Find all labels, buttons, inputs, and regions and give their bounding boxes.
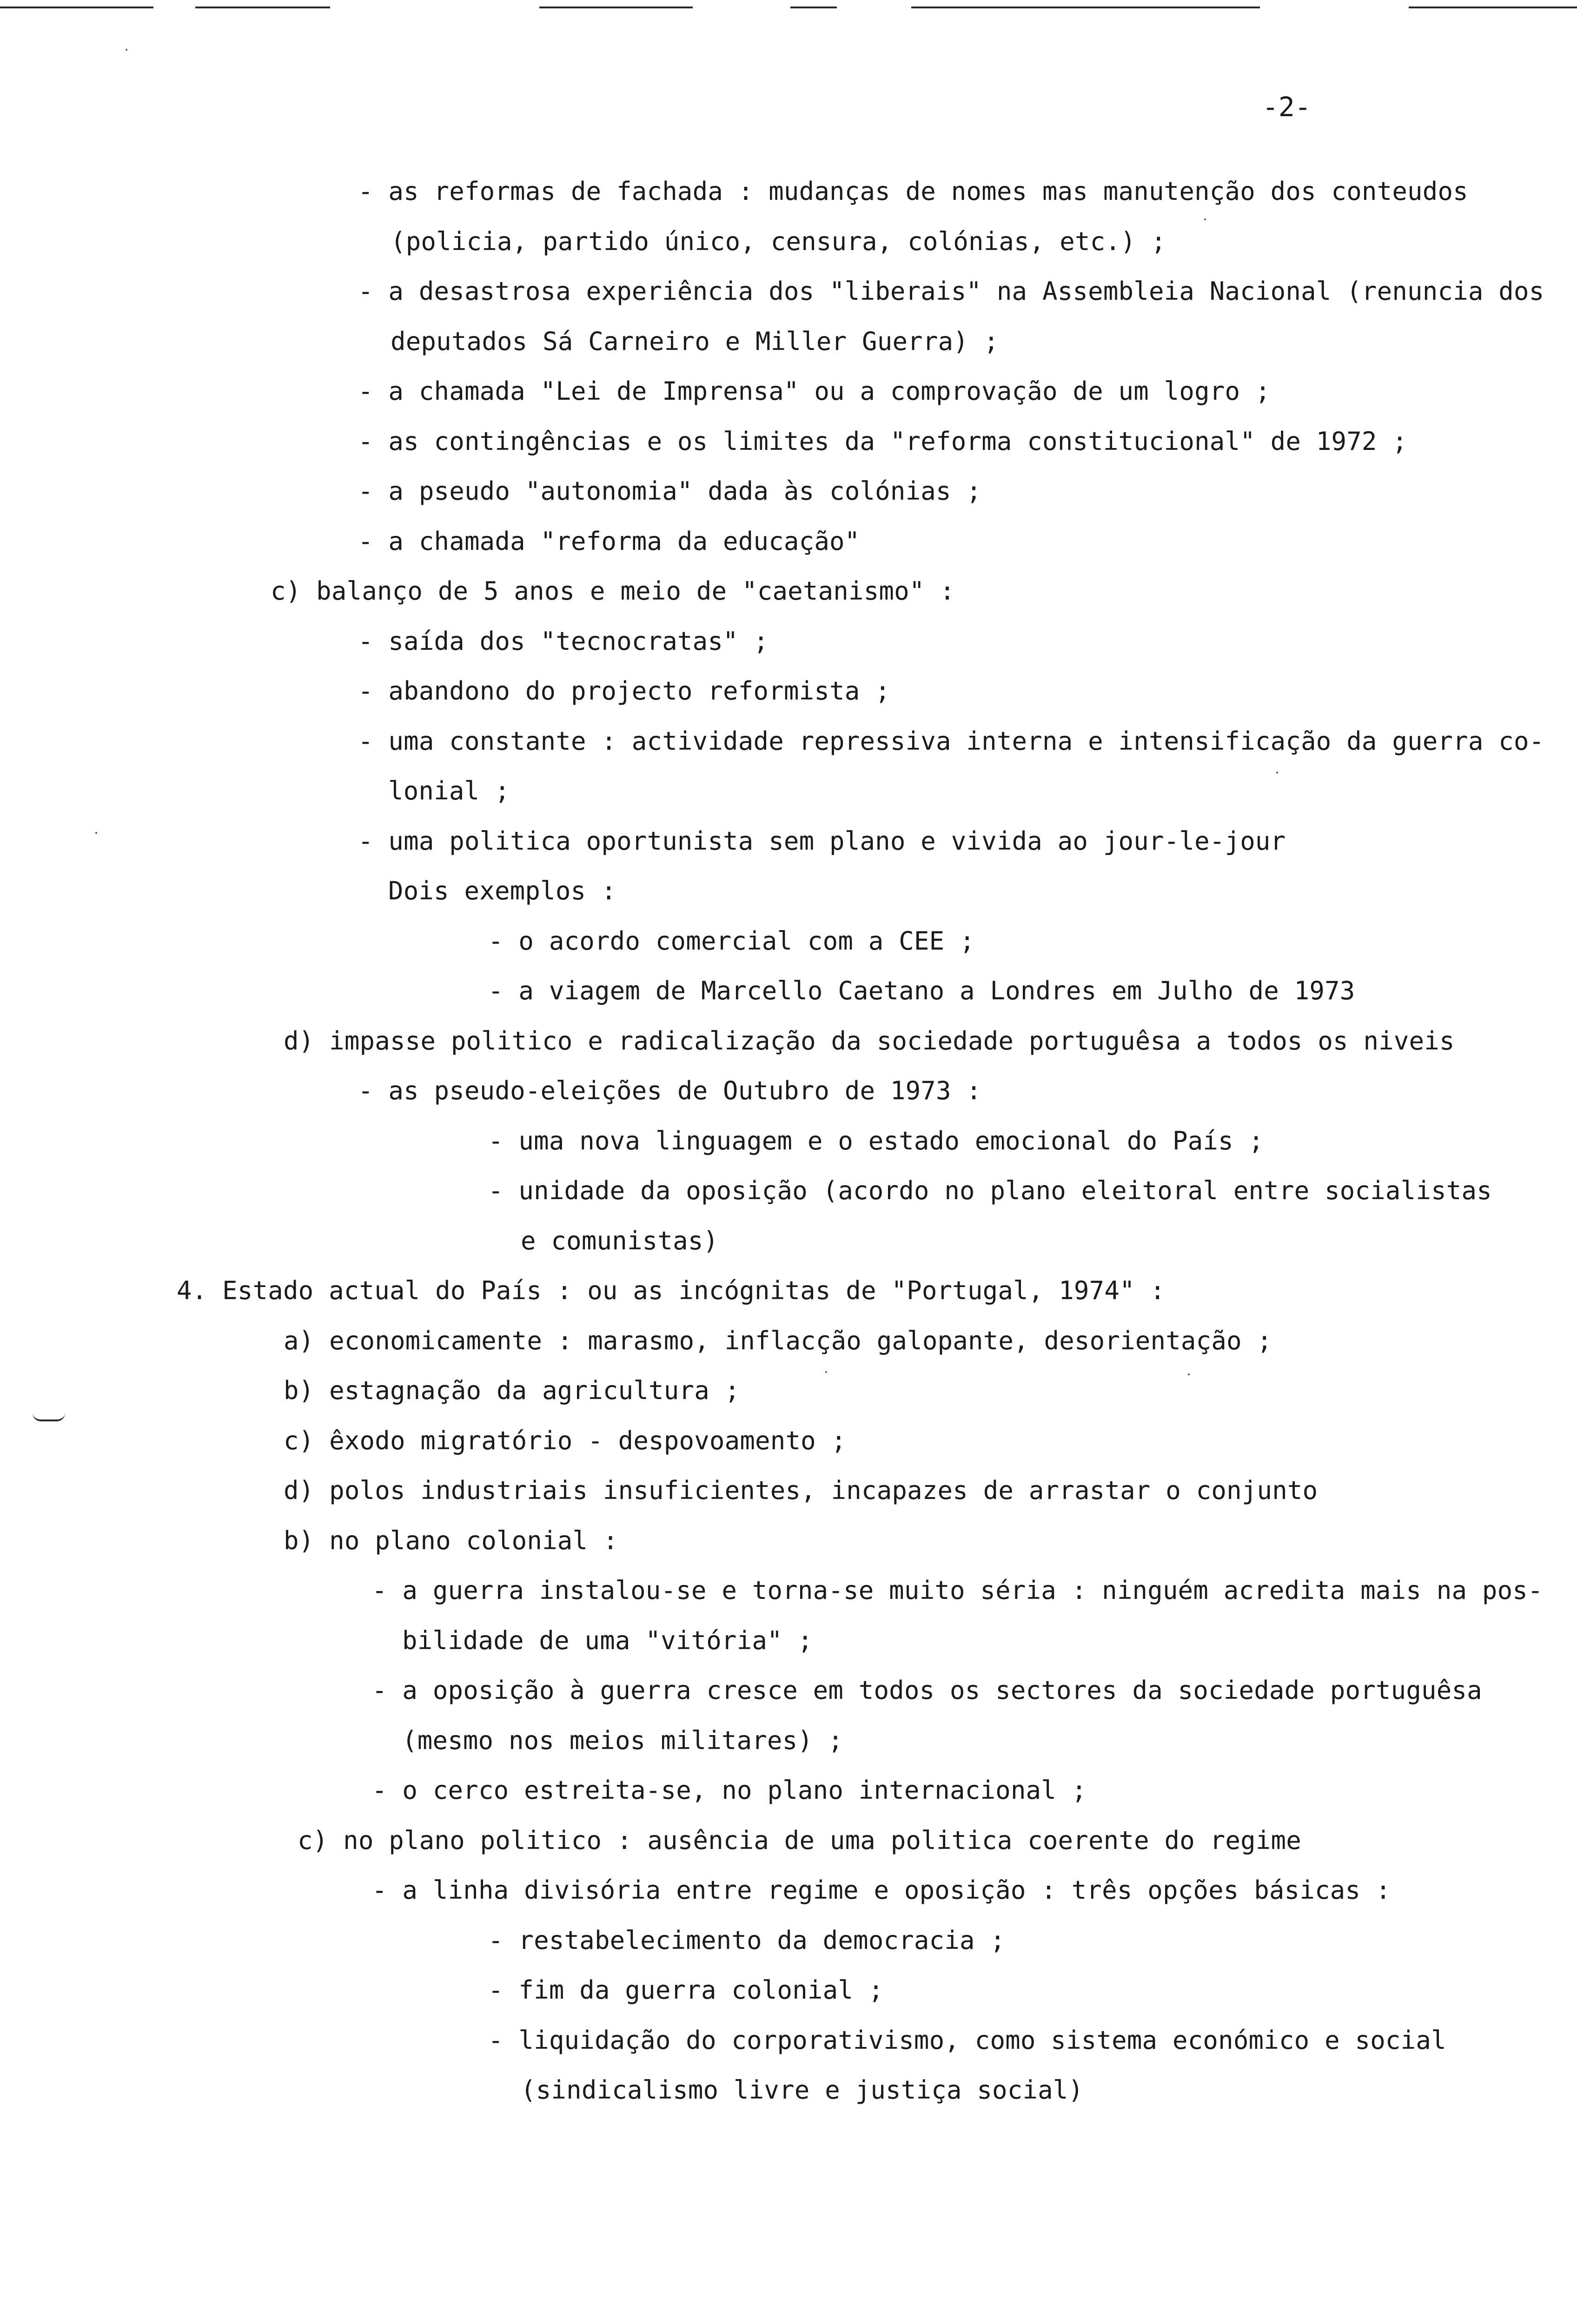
page-number: -2- [1262, 91, 1311, 123]
text-line: (policia, partido único, censura, colónias, etc.) ; [391, 227, 1166, 256]
top-rule [539, 7, 693, 8]
margin-mark [33, 1413, 65, 1421]
text-line: c) balanço de 5 anos e meio de "caetanismo" : [271, 576, 955, 606]
text-line: - a viagem de Marcello Caetano a Londres em Julho de 1973 [488, 976, 1355, 1005]
scan-speck [95, 832, 97, 834]
text-line: - a chamada "Lei de Imprensa" ou a comprovação de um logro ; [358, 376, 1271, 406]
text-line: a) economicamente : marasmo, inflacção galopante, desorientação ; [284, 1326, 1272, 1355]
top-rule [790, 7, 837, 8]
text-line: - uma constante : actividade repressiva interna e intensificação da guerra co- [358, 726, 1544, 756]
text-line: - uma politica oportunista sem plano e vivida ao jour-le-jour [358, 826, 1286, 856]
text-line: - a oposição à guerra cresce em todos os sectores da sociedade portuguêsa [372, 1676, 1482, 1705]
text-line: - abandono do projecto reformista ; [358, 676, 890, 706]
text-line: d) impasse politico e radicalização da sociedade portuguêsa a todos os niveis [284, 1026, 1455, 1056]
text-line: - a guerra instalou-se e torna-se muito séria : ninguém acredita mais na pos- [372, 1576, 1543, 1605]
top-rule [195, 7, 330, 8]
text-line: c) êxodo migratório - despovoamento ; [284, 1426, 847, 1455]
text-line: c) no plano politico : ausência de uma politica coerente do regime [298, 1826, 1301, 1855]
scan-speck [825, 1371, 827, 1373]
text-line: - as contingências e os limites da "reforma constitucional" de 1972 ; [358, 427, 1408, 456]
text-line: - o acordo comercial com a CEE ; [488, 926, 975, 956]
text-line: - uma nova linguagem e o estado emocional do País ; [488, 1126, 1264, 1155]
top-rule [1409, 7, 1577, 8]
top-rule [911, 7, 1260, 8]
text-line: e comunistas) [521, 1226, 719, 1255]
text-line: - as pseudo-eleições de Outubro de 1973 : [358, 1076, 982, 1105]
text-line: - fim da guerra colonial ; [488, 1975, 884, 2005]
scan-speck [1204, 218, 1206, 220]
text-line: - as reformas de fachada : mudanças de nomes mas manutenção dos conteudos [358, 177, 1468, 206]
text-line: - a desastrosa experiência dos "liberais" na Assembleia Nacional (renuncia dos [358, 277, 1544, 306]
text-line: bilidade de uma "vitória" ; [402, 1626, 813, 1655]
text-line: deputados Sá Carneiro e Miller Guerra) ; [391, 327, 999, 356]
text-line: - restabelecimento da democracia ; [488, 1926, 1006, 1955]
text-line: - a chamada "reforma da educação" [358, 527, 860, 556]
scan-speck [126, 49, 127, 51]
text-line: - a pseudo "autonomia" dada às colónias ; [358, 476, 982, 506]
text-line: lonial ; [388, 776, 510, 805]
text-line: (sindicalismo livre e justiça social) [521, 2075, 1084, 2105]
text-line: - unidade da oposição (acordo no plano eleitoral entre socialistas [488, 1176, 1492, 1205]
text-line: - a linha divisória entre regime e oposição : três opções básicas : [372, 1875, 1391, 1905]
text-line: (mesmo nos meios militares) ; [402, 1726, 843, 1755]
text-line: - o cerco estreita-se, no plano internacional ; [372, 1776, 1087, 1805]
text-line: Dois exemplos : [388, 876, 616, 905]
text-line: b) no plano colonial : [284, 1526, 618, 1555]
text-line: b) estagnação da agricultura ; [284, 1376, 740, 1405]
scan-speck [1188, 1373, 1190, 1375]
text-line: 4. Estado actual do País : ou as incógnitas de "Portugal, 1974" : [177, 1276, 1166, 1305]
text-line: - saída dos "tecnocratas" ; [358, 627, 769, 656]
top-rule [0, 7, 153, 8]
scan-speck [1276, 772, 1278, 773]
text-line: d) polos industriais insuficientes, incapazes de arrastar o conjunto [284, 1476, 1318, 1505]
text-line: - liquidação do corporativismo, como sistema económico e social [488, 2026, 1446, 2055]
